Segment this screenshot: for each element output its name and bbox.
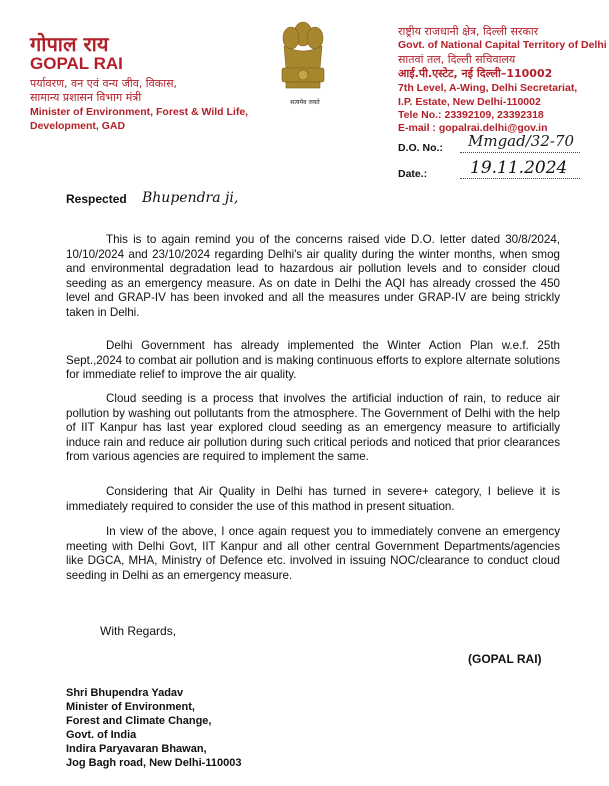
date-underline <box>460 178 580 179</box>
minister-portfolio-line-1: Minister of Environment, Forest & Wild Life, <box>30 106 249 118</box>
government-name-english: Govt. of National Capital Territory of Delhi <box>398 39 607 51</box>
do-number-underline <box>460 152 580 153</box>
date-label: Date.: <box>398 168 428 180</box>
letter-paragraph-2: Delhi Government has already implemented the Winter Action Plan w.e.f. 25th Sept.,2024 to combat air pollution and is making continuous efforts to explore alternate solutions for immediate relief to improve the air quality. <box>66 339 560 382</box>
date-handwritten: 19.11.2024 <box>470 158 568 178</box>
minister-name-english: GOPAL RAI <box>30 54 123 73</box>
salutation: Respected <box>66 192 127 206</box>
government-name-hindi: राष्ट्रीय राजधानी क्षेत्र, दिल्ली सरकार <box>398 25 539 38</box>
closing: With Regards, <box>100 624 177 638</box>
recipient-line: Jog Bagh road, New Delhi-110003 <box>66 757 242 769</box>
recipient-line: Shri Bhupendra Yadav <box>66 687 184 699</box>
letter-paragraph-4: Considering that Air Quality in Delhi has turned in severe+ category, I believe it is immediately required to consider the use of this mathod in present situation. <box>66 485 560 513</box>
address-hindi-line-2: आई.पी.एस्टेट, नई दिल्ली–110002 <box>398 67 553 80</box>
do-number-label: D.O. No.: <box>398 142 443 154</box>
salutation-name-handwritten: Bhupendra ji, <box>142 190 239 206</box>
address-hindi-line-1: सातवां तल, दिल्ली सचिवालय <box>398 53 516 66</box>
email-address: E-mail : gopalrai.delhi@gov.in <box>398 122 548 134</box>
recipient-line: Minister of Environment, <box>66 701 195 713</box>
department-hindi-line-1: पर्यावरण, वन एवं वन्य जीव, विकास, <box>30 77 178 90</box>
minister-name-hindi: गोपाल राय <box>30 32 109 56</box>
department-hindi-line-2: सामान्य प्रशासन विभाग मंत्री <box>30 91 142 104</box>
recipient-line: Forest and Climate Change, <box>66 715 212 727</box>
letter-paragraph-3: Cloud seeding is a process that involves the artificial induction of rain, to reduce air pollution by washing out pollutants from the atmosphere. The Government of Delhi with the help of IIT Kanpur has last year explored cloud seeding as an emergency measure to artificially induce rain and reduce air pollution during such critical periods and noticed that prior clearances from various agencies are required to implement the same. <box>66 392 560 464</box>
address-line-1: 7th Level, A-Wing, Delhi Secretariat, <box>398 82 578 94</box>
do-number-handwritten: Mmgad/32-70 <box>468 132 575 150</box>
recipient-line: Indira Paryavaran Bhawan, <box>66 743 207 755</box>
letter-paragraph-5: In view of the above, I once again request you to immediately convene an emergency meeting with Delhi Govt, IIT Kanpur and all other central Government Departments/agencies like DGCA, MHA, Ministry of Defence etc. involved in issuing NOC/clearance to conduct cloud seeding in Delhi as an emergency measure. <box>66 525 560 582</box>
emblem-motto: सत्यमेव जयते <box>290 99 320 106</box>
address-line-2: I.P. Estate, New Delhi-110002 <box>398 96 541 108</box>
signatory-name: (GOPAL RAI) <box>468 652 542 666</box>
national-emblem-icon <box>272 12 334 108</box>
recipient-line: Govt. of India <box>66 729 137 741</box>
minister-portfolio-line-2: Development, GAD <box>30 120 126 132</box>
telephone-numbers: Tele No.: 23392109, 23392318 <box>398 109 544 121</box>
letter-paragraph-1: This is to again remind you of the concerns raised vide D.O. letter dated 30/8/2024, 10/10/2024 and 23/10/2024 regarding Delhi's air quality during the winter months, when smog and environmental degradation lead to hazardous air pollution levels and to consider cloud seeding as an emergency measure. As on date in Delhi the AQI has already crossed the 450 level and GRAP-IV has been invoked and all the measures under GRAP-IV are being strickly taken in Delhi. <box>66 233 560 319</box>
